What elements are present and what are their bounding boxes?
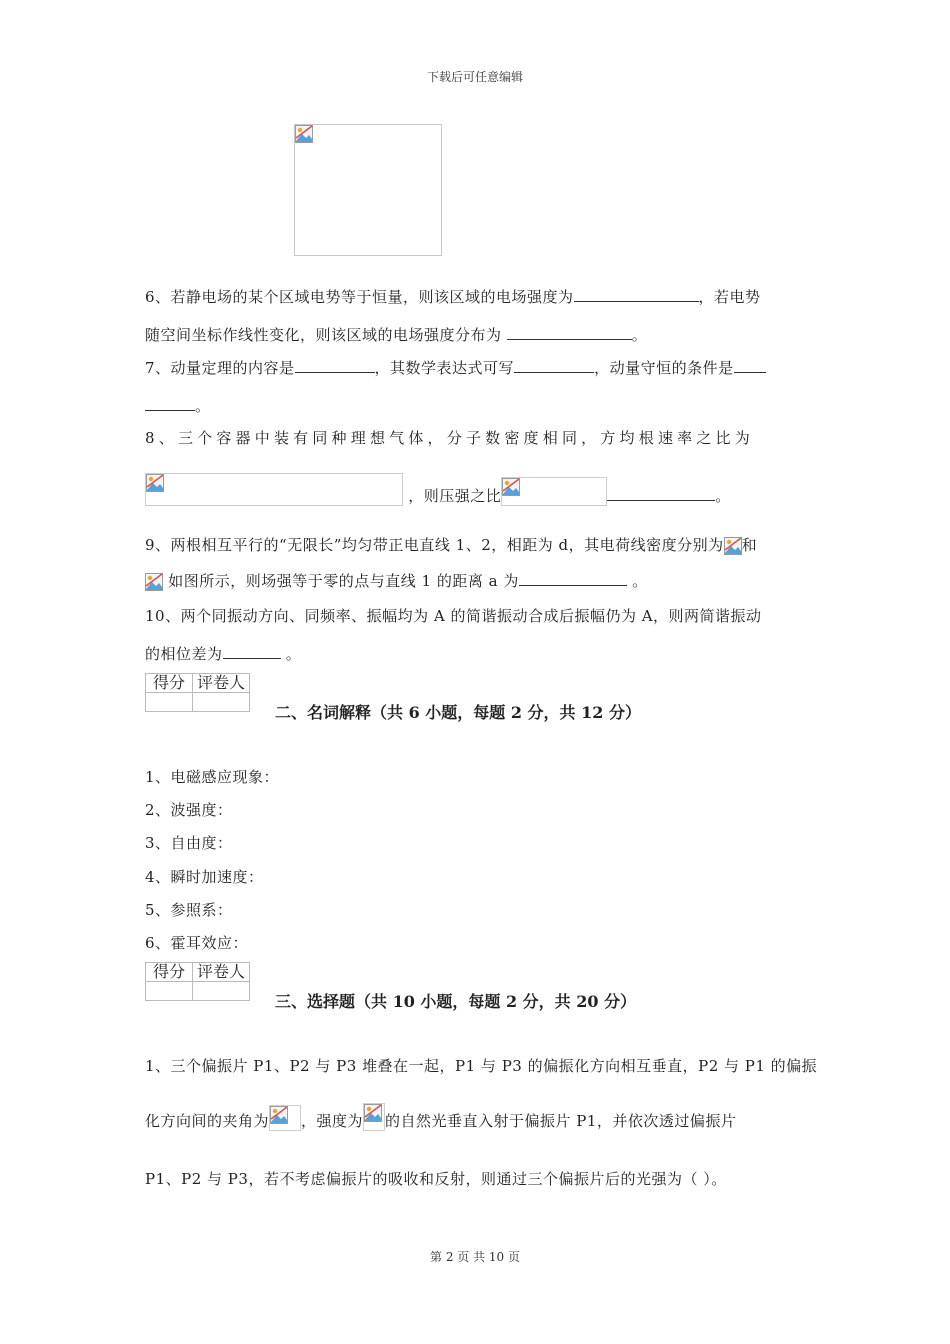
- term-item: 5、参照系：: [145, 901, 233, 919]
- section-2-title: 二、名词解释（共 6 小题，每题 2 分，共 12 分）: [275, 703, 641, 722]
- term-item: 2、波强度：: [145, 801, 233, 819]
- term-item: 3、自由度：: [145, 834, 233, 852]
- score-cell[interactable]: [146, 982, 193, 1001]
- question-7-line-2: 。: [145, 395, 211, 416]
- broken-image-icon: [364, 1104, 382, 1122]
- answer-blank[interactable]: [295, 358, 375, 373]
- figure-placeholder: [294, 124, 442, 256]
- question-8-line-2: ，则压强之比 。: [145, 473, 731, 506]
- score-cell[interactable]: [146, 693, 193, 712]
- score-header: 得分: [146, 963, 193, 982]
- answer-blank[interactable]: [519, 571, 627, 586]
- answer-blank[interactable]: [514, 358, 594, 373]
- question-6-line-1: 6、若静电场的某个区域电势等于恒量，则该区域的电场强度为 ，若电势: [145, 288, 761, 306]
- choice-question-1-line-1: 1、三个偏振片 P1、P2 与 P3 堆叠在一起，P1 与 P3 的偏振化方向相互垂直，P2 与 P1 的偏振: [145, 1057, 818, 1075]
- grader-header: 评卷人: [193, 963, 250, 982]
- formula-image: [145, 573, 163, 591]
- answer-blank[interactable]: [223, 644, 281, 659]
- broken-image-icon: [270, 1106, 288, 1124]
- broken-image-icon: [724, 537, 742, 555]
- choice-question-1-line-2: 化方向间的夹角为 ，强度为 的自然光垂直入射于偏振片 P1，并依次透过偏振片: [145, 1103, 736, 1131]
- broken-image-icon: [502, 478, 520, 496]
- answer-blank[interactable]: [574, 287, 699, 302]
- term-item: 1、电磁感应现象：: [145, 768, 280, 786]
- question-6-line-2: 随空间坐标作线性变化，则该区域的电场强度分布为 。: [145, 326, 648, 344]
- broken-image-icon: [146, 474, 164, 492]
- score-table: [145, 673, 250, 712]
- answer-blank[interactable]: [507, 325, 632, 340]
- question-9-line-1: 9、两根相互平行的“无限长”均匀带正电直线 1、2，相距为 d，其电荷线密度分别为 和: [145, 536, 758, 554]
- question-8-line-1: 8、三个容器中装有同种理想气体，分子数密度相同，方均根速率之比为: [145, 429, 754, 447]
- question-10-line-1: 10、两个同振动方向、同频率、振幅均为 A 的简谐振动合成后振幅仍为 A，则两简谐振动: [145, 607, 762, 625]
- score-header: 得分: [146, 674, 193, 693]
- grader-header: 评卷人: [193, 674, 250, 693]
- score-table: [145, 962, 250, 1001]
- term-item: 6、霍耳效应：: [145, 934, 249, 952]
- page-header: 下载后可任意编辑: [426, 70, 523, 84]
- question-10-line-2: 的相位差为 。: [145, 645, 302, 663]
- answer-blank[interactable]: [734, 358, 766, 373]
- answer-blank[interactable]: [607, 486, 715, 501]
- term-item: 4、瞬时加速度：: [145, 868, 264, 886]
- formula-image: [269, 1105, 301, 1131]
- answer-blank[interactable]: [145, 396, 195, 411]
- grader-cell[interactable]: [193, 693, 250, 712]
- question-9-line-2: 如图所示，则场强等于零的点与直线 1 的距离 a 为 。: [145, 570, 648, 591]
- grader-cell[interactable]: [193, 982, 250, 1001]
- section-3-title: 三、选择题（共 10 小题，每题 2 分，共 20 分）: [275, 992, 637, 1011]
- formula-image: [724, 537, 742, 555]
- formula-image: [145, 473, 403, 506]
- formula-image: [363, 1103, 385, 1131]
- formula-image: [501, 477, 607, 506]
- choice-question-1-line-3: P1、P2 与 P3，若不考虑偏振片的吸收和反射，则通过三个偏振片后的光强为（ ）。: [145, 1170, 727, 1188]
- page-footer: 第 2 页 共 10 页: [430, 1250, 520, 1264]
- broken-image-icon: [295, 125, 313, 143]
- broken-image-icon: [145, 573, 163, 591]
- question-7-line-1: 7、动量定理的内容是 ，其数学表达式可写 ，动量守恒的条件是: [145, 357, 766, 378]
